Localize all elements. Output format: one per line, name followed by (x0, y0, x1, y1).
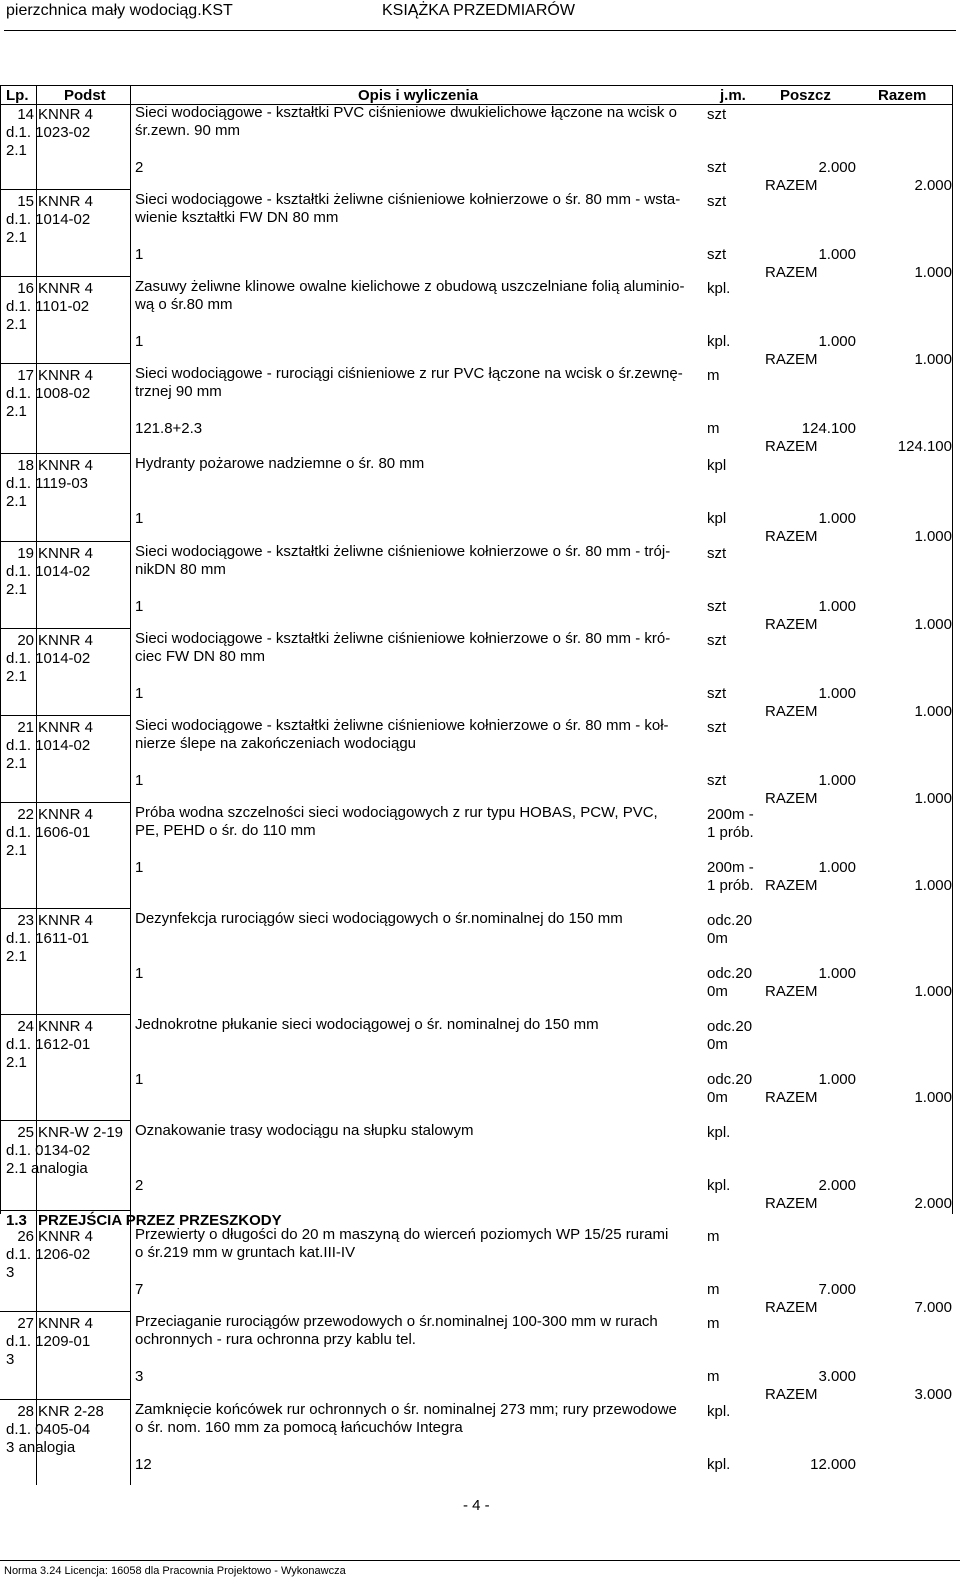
item-description (135, 1226, 705, 1261)
calc-expression: 1 (135, 685, 144, 702)
razem-value: 2.000 (914, 1195, 952, 1212)
row-separator (0, 541, 130, 542)
razem-label: RAZEM (765, 528, 818, 545)
calc-unit: odc.20 (707, 965, 753, 982)
item-basis-code: d.1. 1008-02 (6, 385, 91, 402)
item-basis-code: d.1. 1206-02 (6, 1246, 91, 1263)
table-left-border (0, 85, 1, 1214)
razem-value: 3.000 (914, 1386, 952, 1403)
row-separator (0, 1399, 130, 1400)
item-basis-chapter: 3 (6, 1264, 15, 1281)
calc-quantity: 2.000 (818, 1177, 856, 1194)
item-basis: KNNR 4 (38, 1228, 94, 1245)
row-separator (0, 363, 130, 364)
description-line: wienie kształtki FW DN 80 mm (135, 208, 339, 226)
calc-quantity: 1.000 (818, 598, 856, 615)
item-unit: odc.20 (707, 912, 753, 929)
item-description (135, 191, 705, 226)
item-description (135, 365, 705, 400)
description-line: Sieci wodociągowe - kształtki żeliwne ciśnieniowe kołnierzowe o śr. 80 mm - wsta- (135, 191, 681, 208)
razem-value: 1.000 (914, 264, 952, 281)
description-line: Hydranty pożarowe nadziemne o śr. 80 mm (135, 455, 425, 472)
razem-label: RAZEM (765, 1386, 818, 1403)
col-opis: Opis i wyliczenia (358, 87, 479, 104)
calc-expression: 1 (135, 772, 144, 789)
item-basis-chapter: 2.1 (6, 755, 27, 772)
calc-unit: szt (707, 598, 727, 615)
item-basis-chapter: 2.1 (6, 668, 27, 685)
item-basis-code: d.1. 1611-01 (6, 930, 90, 947)
description-line: Przewierty o długości do 20 m maszyną do wierceń poziomych WP 15/25 rurami (135, 1226, 669, 1243)
col-jm: j.m. (720, 87, 746, 104)
item-number: 19 (17, 545, 34, 562)
calc-quantity: 1.000 (818, 859, 856, 876)
item-basis-code: d.1. 0134-02 (6, 1142, 91, 1159)
calc-unit: szt (707, 159, 727, 176)
row-separator (0, 908, 130, 909)
item-basis-code: d.1. 1014-02 (6, 563, 91, 580)
calc-expression: 1 (135, 965, 144, 982)
item-description (135, 1122, 705, 1140)
item-basis-chapter: 2.1 (6, 581, 27, 598)
row-separator (0, 1210, 130, 1211)
calc-expression: 1 (135, 510, 144, 527)
calc-expression: 1 (135, 246, 144, 263)
description-line: Zasuwy żeliwne klinowe owalne kielichowe z obudową uszczelniane folią aluminio- (135, 278, 685, 295)
razem-value: 1.000 (914, 877, 952, 894)
item-unit: kpl (707, 457, 727, 474)
item-description (135, 543, 705, 578)
item-description (135, 1401, 705, 1436)
item-basis: KNNR 4 (38, 1018, 94, 1035)
razem-label: RAZEM (765, 1195, 818, 1212)
row-separator (0, 1311, 130, 1312)
col-sep-lp (36, 85, 37, 1485)
item-basis: KNNR 4 (38, 632, 94, 649)
item-description (135, 104, 705, 139)
calc-quantity: 3.000 (818, 1368, 856, 1385)
razem-label: RAZEM (765, 351, 818, 368)
header-divider (4, 30, 956, 31)
item-basis: KNR-W 2-19 (38, 1124, 124, 1141)
razem-label: RAZEM (765, 703, 818, 720)
item-basis: KNNR 4 (38, 806, 94, 823)
razem-value: 1.000 (914, 1089, 952, 1106)
calc-unit: kpl. (707, 1177, 731, 1194)
row-separator (0, 628, 130, 629)
item-number: 15 (17, 193, 34, 210)
calc-unit: m (707, 420, 720, 437)
item-number: 21 (17, 719, 34, 736)
description-line: nierze ślepe na zakończeniach wodociągu (135, 734, 417, 752)
item-number: 27 (17, 1315, 34, 1332)
description-line: Sieci wodociągowe - rurociągi ciśnieniowe z rur PVC łączone na wcisk o śr.zewnę- (135, 365, 683, 382)
item-unit: 0m (707, 1036, 728, 1053)
calc-quantity: 1.000 (818, 510, 856, 527)
description-line: ciec FW DN 80 mm (135, 647, 266, 665)
item-basis-code: d.1. 1014-02 (6, 211, 91, 228)
calc-quantity: 1.000 (818, 772, 856, 789)
item-number: 26 (17, 1228, 34, 1245)
item-basis-chapter: 2.1 (6, 403, 27, 420)
item-number: 18 (17, 457, 34, 474)
section-title: PRZEJŚCIA PRZEZ PRZESZKODY (38, 1212, 282, 1229)
item-basis: KNR 2-28 (38, 1403, 104, 1420)
item-description (135, 1016, 705, 1034)
item-basis: KNNR 4 (38, 719, 94, 736)
item-number: 24 (17, 1018, 34, 1035)
item-basis: KNNR 4 (38, 106, 94, 123)
item-unit: szt (707, 719, 727, 736)
item-basis-code: d.1. 1209-01 (6, 1333, 91, 1350)
item-number: 28 (17, 1403, 34, 1420)
description-line: Sieci wodociągowe - kształtki żeliwne ciśnieniowe kołnierzowe o śr. 80 mm - trój- (135, 543, 671, 560)
item-basis-chapter: 2.1 (6, 842, 27, 859)
item-number: 14 (17, 106, 34, 123)
calc-quantity: 2.000 (818, 159, 856, 176)
item-unit: odc.20 (707, 1018, 753, 1035)
description-line: Sieci wodociągowe - kształtki żeliwne ciśnieniowe kołnierzowe o śr. 80 mm - koł- (135, 717, 669, 734)
description-line: trznej 90 mm (135, 382, 222, 400)
row-separator (0, 1014, 130, 1015)
item-basis-code: d.1. 1014-02 (6, 650, 91, 667)
item-basis-code: d.1. 0405-04 (6, 1421, 91, 1438)
row-separator (0, 189, 130, 190)
calc-quantity: 12.000 (810, 1456, 856, 1473)
razem-value: 1.000 (914, 703, 952, 720)
razem-label: RAZEM (765, 983, 818, 1000)
item-basis-chapter: 2.1 (6, 948, 27, 965)
description-line: Sieci wodociągowe - kształtki żeliwne ciśnieniowe kołnierzowe o śr. 80 mm - kró- (135, 630, 671, 647)
row-separator (0, 802, 130, 803)
item-description (135, 455, 705, 473)
description-line: o śr. nom. 160 mm za pomocą łańcuchów Integra (135, 1418, 463, 1436)
row-separator (0, 453, 130, 454)
item-unit: m (707, 1315, 720, 1332)
item-basis: KNNR 4 (38, 912, 94, 929)
calc-quantity: 1.000 (818, 333, 856, 350)
calc-unit: m (707, 1281, 720, 1298)
item-number: 17 (17, 367, 34, 384)
item-description (135, 630, 705, 665)
calc-unit: 200m - (707, 859, 754, 876)
col-lp: Lp. (6, 87, 29, 104)
description-line: wą o śr.80 mm (135, 295, 233, 313)
razem-label: RAZEM (765, 790, 818, 807)
description-line: Dezynfekcja rurociągów sieci wodociągowych o śr.nominalnej do 150 mm (135, 910, 623, 927)
table-top-line (0, 85, 952, 86)
item-number: 22 (17, 806, 34, 823)
description-line: Oznakowanie trasy wodociągu na słupku stalowym (135, 1122, 474, 1139)
row-separator (0, 1120, 130, 1121)
calc-unit: kpl. (707, 1456, 731, 1473)
item-description (135, 910, 705, 928)
item-basis-chapter: 2.1 (6, 1054, 27, 1071)
calc-unit: odc.20 (707, 1071, 753, 1088)
row-separator (0, 715, 130, 716)
item-basis: KNNR 4 (38, 1315, 94, 1332)
razem-label: RAZEM (765, 1089, 818, 1106)
razem-label: RAZEM (765, 177, 818, 194)
item-basis: KNNR 4 (38, 193, 94, 210)
calc-unit: 0m (707, 1089, 728, 1106)
item-basis-chapter: 2.1 analogia (6, 1160, 88, 1177)
razem-label: RAZEM (765, 877, 818, 894)
calc-unit: 1 prób. (707, 877, 754, 894)
item-basis-chapter: 2.1 (6, 142, 27, 159)
description-line: PE, PEHD o śr. do 110 mm (135, 821, 316, 839)
calc-unit: szt (707, 772, 727, 789)
calc-unit: kpl. (707, 333, 731, 350)
file-name: pierzchnica mały wodociąg.KST (6, 2, 233, 19)
item-unit: 0m (707, 930, 728, 947)
razem-label: RAZEM (765, 438, 818, 455)
calc-expression: 12 (135, 1456, 152, 1473)
item-number: 25 (17, 1124, 34, 1141)
razem-value: 2.000 (914, 177, 952, 194)
calc-unit: 0m (707, 983, 728, 1000)
item-unit: m (707, 367, 720, 384)
item-number: 16 (17, 280, 34, 297)
calc-unit: szt (707, 246, 727, 263)
razem-value: 7.000 (914, 1299, 952, 1316)
item-basis-chapter: 3 (6, 1351, 15, 1368)
razem-label: RAZEM (765, 264, 818, 281)
footer-divider (0, 1560, 960, 1561)
item-unit: kpl. (707, 1403, 731, 1420)
col-sep-podst (130, 85, 131, 1485)
calc-quantity: 1.000 (818, 685, 856, 702)
calc-quantity: 1.000 (818, 1071, 856, 1088)
item-basis-code: d.1. 1014-02 (6, 737, 91, 754)
razem-value: 1.000 (914, 983, 952, 1000)
item-basis-chapter: 3 analogia (6, 1439, 76, 1456)
item-unit: szt (707, 106, 727, 123)
razem-label: RAZEM (765, 1299, 818, 1316)
razem-value: 1.000 (914, 528, 952, 545)
item-basis: KNNR 4 (38, 545, 94, 562)
item-basis-chapter: 2.1 (6, 229, 27, 246)
calc-expression: 7 (135, 1281, 144, 1298)
col-poszcz: Poszcz (780, 87, 831, 104)
calc-quantity: 1.000 (818, 965, 856, 982)
item-basis: KNNR 4 (38, 457, 94, 474)
item-unit: 200m - (707, 806, 754, 823)
item-basis-code: d.1. 1119-03 (6, 475, 89, 492)
item-basis-chapter: 2.1 (6, 493, 27, 510)
description-line: Jednokrotne płukanie sieci wodociągowej o śr. nominalnej do 150 mm (135, 1016, 599, 1033)
item-unit: 1 prób. (707, 824, 754, 841)
row-separator (0, 276, 130, 277)
calc-unit: kpl (707, 510, 727, 527)
description-line: śr.zewn. 90 mm (135, 121, 241, 139)
razem-value: 1.000 (914, 351, 952, 368)
item-unit: m (707, 1228, 720, 1245)
description-line: ochronnych - rura ochronna przy kablu tel. (135, 1330, 416, 1348)
table-right-border (952, 85, 953, 1214)
item-unit: szt (707, 545, 727, 562)
razem-label: RAZEM (765, 616, 818, 633)
page-number: - 4 - (463, 1497, 490, 1514)
calc-expression: 121.8+2.3 (135, 420, 203, 437)
section-number: 1.3 (6, 1212, 27, 1229)
razem-value: 1.000 (914, 616, 952, 633)
item-description (135, 804, 705, 839)
item-basis: KNNR 4 (38, 367, 94, 384)
item-description (135, 1313, 705, 1348)
item-description (135, 717, 705, 752)
item-description (135, 278, 705, 313)
razem-value: 124.100 (897, 438, 952, 455)
item-basis-code: d.1. 1606-01 (6, 824, 91, 841)
item-number: 23 (17, 912, 34, 929)
item-unit: kpl. (707, 280, 731, 297)
calc-expression: 3 (135, 1368, 144, 1385)
calc-expression: 2 (135, 1177, 144, 1194)
item-basis-code: d.1. 1023-02 (6, 124, 91, 141)
description-line: o śr.219 mm w gruntach kat.III-IV (135, 1243, 356, 1261)
item-basis: KNNR 4 (38, 280, 94, 297)
description-line: nikDN 80 mm (135, 560, 226, 578)
item-basis-code: d.1. 1612-01 (6, 1036, 91, 1053)
description-line: Przeciaganie rurociągów przewodowych o śr.nominalnej 100-300 mm w rurach (135, 1313, 658, 1330)
calc-expression: 1 (135, 859, 144, 876)
calc-expression: 1 (135, 1071, 144, 1088)
calc-quantity: 1.000 (818, 246, 856, 263)
calc-unit: szt (707, 685, 727, 702)
description-line: Próba wodna szczelności sieci wodociągowych z rur typu HOBAS, PCW, PVC, (135, 804, 658, 821)
description-line: Sieci wodociągowe - kształtki PVC ciśnieniowe dwukielichowe łączone na wcisk o (135, 104, 677, 121)
col-razem: Razem (878, 87, 927, 104)
footer-license: Norma 3.24 Licencja: 16058 dla Pracownia Projektowo - Wykonawcza (4, 1565, 346, 1577)
calc-unit: m (707, 1368, 720, 1385)
calc-expression: 1 (135, 598, 144, 615)
razem-value: 1.000 (914, 790, 952, 807)
item-unit: szt (707, 193, 727, 210)
item-basis-code: d.1. 1101-02 (6, 298, 90, 315)
calc-expression: 2 (135, 159, 144, 176)
item-unit: kpl. (707, 1124, 731, 1141)
item-basis-chapter: 2.1 (6, 316, 27, 333)
calc-expression: 1 (135, 333, 144, 350)
document-title: KSIĄŻKA PRZEDMIARÓW (382, 2, 575, 19)
col-podst: Podst (64, 87, 106, 104)
description-line: Zamknięcie końcówek rur ochronnych o śr. nominalnej 273 mm; rury przewodowe (135, 1401, 677, 1418)
calc-quantity: 7.000 (818, 1281, 856, 1298)
item-unit: szt (707, 632, 727, 649)
item-number: 20 (17, 632, 34, 649)
calc-quantity: 124.100 (801, 420, 856, 437)
